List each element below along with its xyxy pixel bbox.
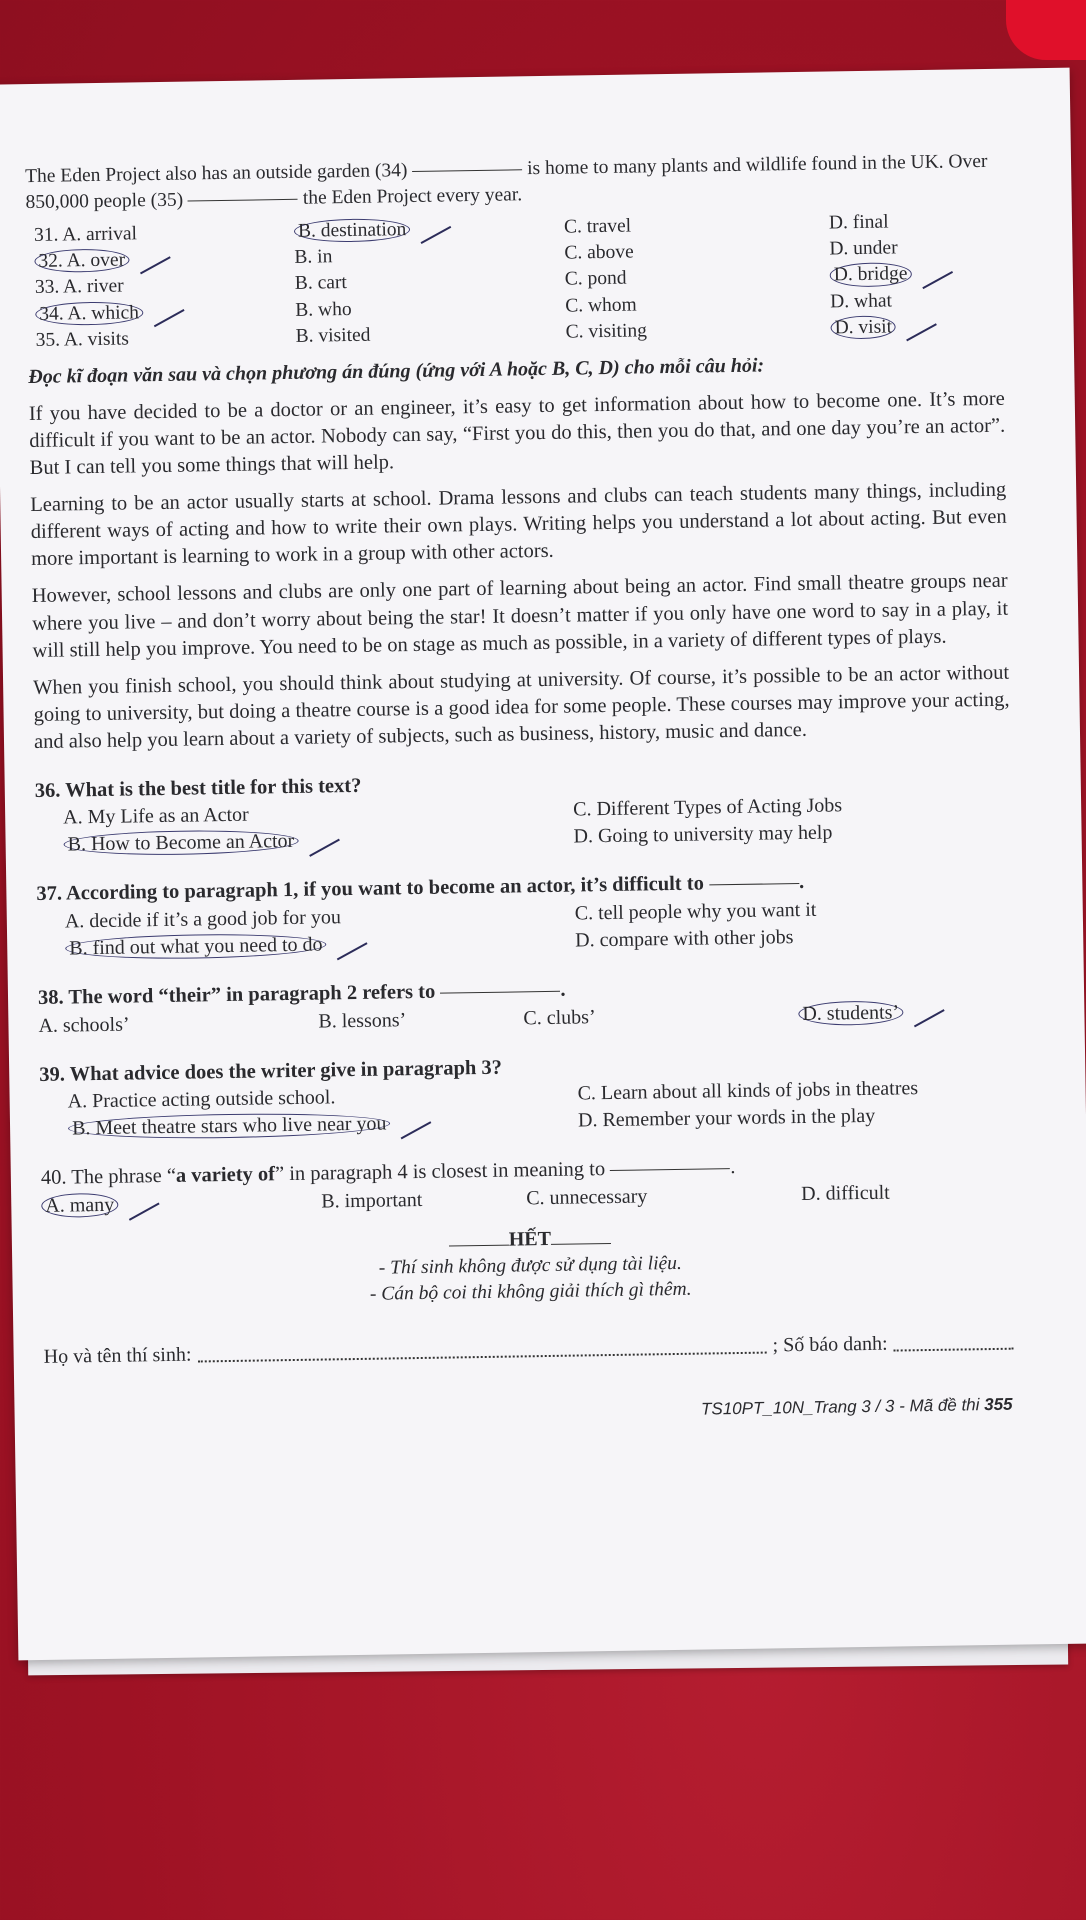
note-2: - Cán bộ coi thi không giải thích gì thêm. [369,1279,692,1306]
tick-mark-icon [415,215,452,244]
option-d: D. students’ [798,997,1038,1028]
opt-32a: 32. A. over [34,245,294,275]
opt-33c: C. pond [564,267,627,290]
cloze-options [34,207,1004,354]
option-b: B. find out what you need to do [65,928,575,963]
tick-mark-icon [916,260,953,289]
tick-mark-icon [395,1111,432,1140]
option-a: A. schools’ [38,1013,130,1037]
option-b: B. Meet theatre stars who live near you [68,1108,578,1143]
paragraph-1: If you have decided to be a doctor or an engineer, it’s easy to get information about how to become one. It’s more difficult if you want to be an actor. Nobody can say, “First you do this, then you do that, and one day you’re an actor”. But I can tell you some things that will help. [28,387,1006,480]
question-stem: 38. The word “their” in paragraph 2 refers to . [37,978,566,1010]
option-d: D. Remember your words in the play [577,1105,876,1132]
opt-34a: 34. A. which [35,297,295,327]
option-c: C. Learn about all kinds of jobs in theatres [577,1077,919,1105]
question-37 [36,866,1013,963]
opt-32d: D. under [829,237,898,260]
question-38 [38,970,1015,1040]
opt-31c: C. travel [563,215,632,238]
tick-mark-icon [908,999,945,1028]
blank-35 [188,199,298,202]
tick-mark-icon [148,299,185,328]
name-label: Họ và tên thí sinh: [43,1343,192,1368]
opt-31a: 31. A. arrival [33,222,138,246]
name-line [197,1332,766,1362]
question-stem: 40. The phrase “a variety of” in paragraph 4 is closest in meaning to . [40,1156,736,1190]
note-1: - Thí sinh không được sử dụng tài liệu. [378,1252,682,1279]
option-c: C. tell people why you want it [574,898,817,925]
option-b: B. How to Become an Actor [63,824,573,859]
tick-mark-icon [331,931,368,960]
question-39 [39,1046,1016,1143]
question-36 [35,762,1012,859]
cloze-passage-end [25,149,1002,217]
opt-34b: B. who [295,298,352,321]
opt-33a: 33. A. river [34,275,124,299]
opt-32c: C. above [564,241,634,264]
blank-34 [412,169,522,172]
question-stem: 37. According to paragraph 1, if you want to become an actor, it’s difficult to . [36,871,805,906]
opt-35b: B. visited [295,324,371,347]
paragraph-3: However, school lessons and clubs are only one part of learning about being an actor. Find small theatre groups near where you live – and don’t worry about being the star! It doesn’t matter if you only have one word to say in a play, it will still help you improve. You need to be on stage as much as possible, in a variety of different types of plays. [31,570,1009,662]
option-d: D. difficult [801,1181,890,1206]
tick-mark-icon [123,1192,160,1221]
intro-part2: is home to many plants and wildlife found in the UK. Over 850,000 people (35) [25,150,988,214]
option-a: A. My Life as an Actor [63,804,249,829]
option-d: D. Going to university may help [573,821,833,848]
reading-instruction: Đọc kĩ đoạn văn sau và chọn phương án đúng (ứng với A hoặc B, C, D) cho mỗi câu hỏi: [28,354,765,389]
option-a: A. many [41,1189,321,1220]
red-corner-object [1006,0,1086,60]
intro-part3: the Eden Project every year. [302,184,523,210]
paragraph-2: Learning to be an actor usually starts at school. Drama lessons and clubs can teach students many things, including different ways of acting and how to write their own plays. Writing helps you understand a lot about acting. But even more important is learning to work in a group with other actors. [30,479,1007,571]
intro-part1: The Eden Project also has an outside garden (34) [24,160,408,188]
question-stem: 39. What advice does the writer give in paragraph 3? [39,1056,503,1086]
opt-34c: C. whom [565,294,637,317]
end-marker: HẾT [42,1219,1018,1261]
opt-34d: D. what [830,290,893,312]
option-c: C. unnecessary [526,1185,648,1210]
opt-35a: 35. A. visits [35,328,130,351]
opt-33d: D. bridge [830,260,1030,289]
tick-mark-icon [901,313,938,342]
opt-35c: C. visiting [565,320,648,343]
opt-32b: B. in [294,246,333,268]
question-stem: 36. What is the best title for this text? [34,774,362,802]
option-c: C. clubs’ [523,1005,596,1030]
option-b: B. lessons’ [318,1008,407,1033]
option-d: D. compare with other jobs [575,926,794,952]
opt-35d: D. visit [830,312,1030,341]
tick-mark-icon [303,828,340,857]
option-b: B. important [321,1189,423,1213]
tick-mark-icon [134,246,171,275]
option-c: C. Different Types of Acting Jobs [572,794,843,821]
candidate-info [43,1328,1019,1370]
opt-31b: B. destination [294,214,564,245]
page-footer: TS10PT_10N_Trang 3 / 3 - Mã đề thi 355 [700,1394,1013,1419]
id-line [893,1328,1013,1351]
exam-page [0,68,1086,1661]
paragraph-4: When you finish school, you should think about studying at university. Of course, it’s possible to be an actor without going to university, but doing a theatre course is a good idea for some people. These courses may improve your acting, and also help you learn about a variety of subjects, such as business, history, music and dance. [32,661,1010,753]
option-a: A. decide if it’s a good job for you [64,906,342,933]
question-40 [41,1150,1018,1220]
opt-31d: D. final [828,211,889,234]
opt-33b: B. cart [294,272,347,295]
option-a: A. Practice acting outside school. [67,1086,336,1113]
id-label: ; Số báo danh: [772,1332,888,1357]
